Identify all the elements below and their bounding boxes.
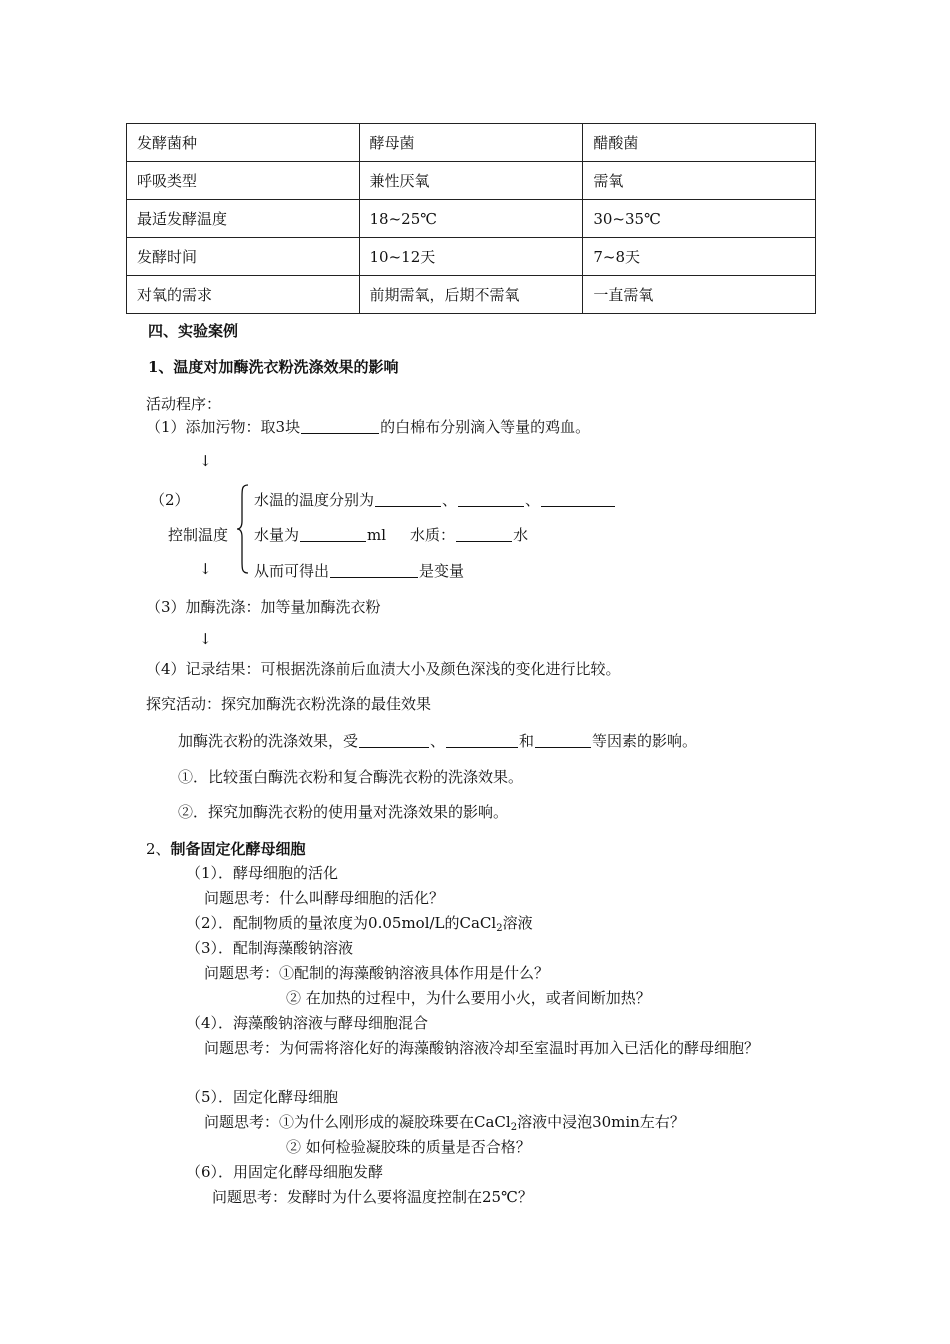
case2-step2-text-a: （2）．配制物质的量浓度为0.05mol/L的CaCl: [186, 914, 497, 932]
table-row: [127, 276, 816, 314]
case2-step2: [186, 912, 533, 933]
blank-line: [300, 526, 366, 542]
explore-line: [178, 730, 697, 751]
case2-step3-question2: ② 在加热的过程中，为什么要用小火，或者间断加热？: [286, 989, 651, 1007]
table-cell: 一直需氧: [583, 276, 816, 314]
table-cell: 呼吸类型: [127, 162, 360, 200]
explore-text-b: 等因素的影响。: [592, 732, 698, 750]
step2-line3: [254, 560, 464, 581]
case2-step5-q1-a: 问题思考：①为什么刚形成的凝胶珠要在CaCl: [204, 1113, 511, 1131]
explore-text-a: 加酶洗衣粉的洗涤效果，受: [178, 732, 359, 750]
step3-line: （3）加酶洗涤：加等量加酶洗衣粉: [146, 598, 381, 616]
water-temp-label: 水温的温度分别为: [254, 491, 375, 509]
blank-line: [541, 491, 615, 507]
case2-title-number: 2、: [146, 840, 171, 858]
down-arrow-icon: ↓: [199, 452, 212, 470]
blank-line: [456, 526, 512, 542]
table-cell: 最适发酵温度: [127, 200, 360, 238]
step2-label: 控制温度: [168, 526, 229, 544]
table-cell: 醋酸菌: [583, 124, 816, 162]
table-cell: 对氧的需求: [127, 276, 360, 314]
down-arrow-icon: ↓: [199, 560, 212, 578]
step1-line: [146, 416, 590, 437]
conclusion-a: 从而可得出: [254, 562, 330, 580]
explore-item-2: ②．探究加酶洗衣粉的使用量对洗涤效果的影响。: [178, 803, 509, 821]
table-cell: 发酵菌种: [127, 124, 360, 162]
comma-separator: 、: [525, 491, 541, 509]
blank-line: [359, 732, 429, 748]
table-cell: 兼性厌氧: [359, 162, 583, 200]
section-heading: 四、实验案例: [148, 322, 239, 340]
table-row: [127, 200, 816, 238]
table-row: [127, 162, 816, 200]
case2-step4: （4）．海藻酸钠溶液与酵母细胞混合: [186, 1014, 429, 1032]
step4-line: （4）记录结果：可根据洗涤前后血渍大小及颜色深浅的变化进行比较。: [146, 660, 621, 678]
procedure-label: 活动程序：: [146, 395, 222, 413]
table-cell: 前期需氧，后期不需氧: [359, 276, 583, 314]
comparison-table: [126, 123, 816, 314]
unit-ml: ml: [367, 526, 387, 544]
case2-step3: （3）．配制海藻酸钠溶液: [186, 939, 354, 957]
case2-step1-question: 问题思考：什么叫酵母细胞的活化？: [204, 889, 445, 907]
blank-line: [330, 562, 418, 578]
explore-and: 和: [519, 732, 535, 750]
case2-step6-question: 问题思考：发酵时为什么要将温度控制在25℃？: [212, 1188, 533, 1206]
subscript: 2: [496, 923, 503, 934]
table-cell: 发酵时间: [127, 238, 360, 276]
table-cell: 酵母菌: [359, 124, 583, 162]
blank-line: [458, 491, 524, 507]
table-cell: 10~12天: [359, 238, 583, 276]
case2-step3-question1: 问题思考：①配制的海藻酸钠溶液具体作用是什么？: [204, 964, 550, 982]
step2-line2: [254, 524, 528, 545]
case2-step1: （1）．酵母细胞的活化: [186, 864, 339, 882]
case2-step4-question: 问题思考：为何需将溶化好的海藻酸钠溶液冷却至室温时再加入已活化的酵母细胞？: [204, 1039, 760, 1057]
blank-line: [375, 491, 441, 507]
table-cell: 7~8天: [583, 238, 816, 276]
subscript: 2: [510, 1122, 518, 1133]
case2-step5: （5）．固定化酵母细胞: [186, 1088, 339, 1106]
table-row: [127, 238, 816, 276]
step1-text-b: 的白棉布分别滴入等量的鸡血。: [380, 418, 591, 436]
table-cell: 需氧: [583, 162, 816, 200]
blank-line: [446, 732, 518, 748]
down-arrow-icon: ↓: [199, 630, 212, 648]
water-volume-label: 水量为: [254, 526, 300, 544]
table-row: [127, 124, 816, 162]
case2-title-text: 制备固定化酵母细胞: [170, 840, 306, 858]
blank-line: [535, 732, 591, 748]
comma-separator: 、: [442, 491, 458, 509]
case1-title: 1、温度对加酶洗衣粉洗涤效果的影响: [148, 358, 399, 376]
case2-step5-question2: ② 如何检验凝胶珠的质量是否合格？: [286, 1138, 531, 1156]
explore-title: 探究活动：探究加酶洗衣粉洗涤的最佳效果: [146, 695, 432, 713]
case2-step5-question1: [204, 1111, 685, 1132]
blank-line: [301, 418, 379, 434]
table-cell: 30~35℃: [583, 200, 816, 238]
step2-number: （2）: [150, 491, 190, 509]
case2-title: [146, 838, 306, 859]
case2-step6: （6）．用固定化酵母细胞发酵: [186, 1163, 384, 1181]
explore-item-1: ①．比较蛋白酶洗衣粉和复合酶洗衣粉的洗涤效果。: [178, 768, 524, 786]
comma-separator: 、: [430, 732, 446, 750]
step2-line1: [254, 489, 616, 510]
table-cell: 18~25℃: [359, 200, 583, 238]
case2-step2-text-b: 溶液: [502, 914, 533, 932]
water-quality-label: 水质：: [410, 526, 456, 544]
left-brace-icon: [236, 483, 250, 575]
water-suffix: 水: [513, 526, 529, 544]
case2-step5-q1-b: 溶液中浸泡30min左右？: [517, 1113, 685, 1131]
step1-text-a: （1）添加污物：取3块: [146, 418, 301, 436]
conclusion-b: 是变量: [419, 562, 465, 580]
